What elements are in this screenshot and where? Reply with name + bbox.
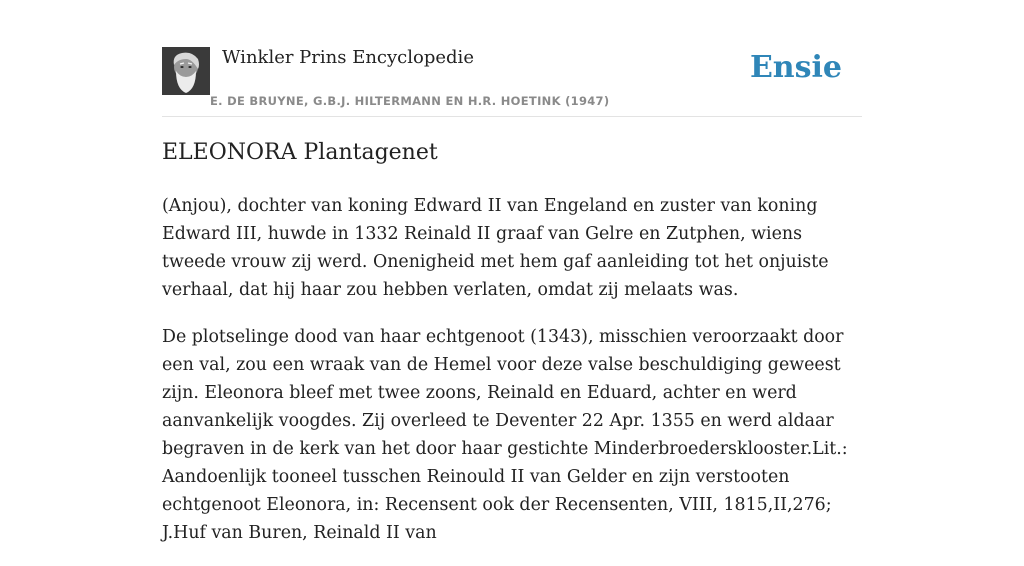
source-authors: E. DE BRUYNE, G.B.J. HILTERMANN EN H.R. HOETINK (1947) (210, 94, 610, 108)
article-paragraph: De plotselinge dood van haar echtgenoot (1343), misschien veroorzaakt door een val, zou een wraak van de Hemel voor deze valse beschuldiging geweest zijn. Eleonora bleef met twee zoons, Reinald en Eduard, achter en werd aanvankelijk voogdes. Zij overleed te Deventer 22 Apr. 1355 en werd aldaar begraven in de kerk van het door haar gestichte Minderbroedersklooster.Lit.: Aandoenlijk tooneel tusschen Reinould II van Gelder en zijn verstooten echtgenoot Eleonora, in: Recensent ook der Recensenten, VIII, 1815,II,276; J.Huf van Buren, Reinald II van (162, 327, 848, 543)
source-title[interactable]: Winkler Prins Encyclopedie (222, 47, 474, 68)
article-body (162, 192, 866, 566)
source-header (162, 46, 862, 117)
bearded-man-portrait-icon (162, 47, 210, 95)
article-title: ELEONORA Plantagenet (162, 140, 438, 165)
brand-logo[interactable]: Ensie (749, 50, 842, 85)
article-paragraph: (Anjou), dochter van koning Edward II van Engeland en zuster van koning Edward III, huwde in 1332 Reinald II graaf van Gelre en Zutphen, wiens tweede vrouw zij werd. Onenigheid met hem gaf aanleiding tot het onjuiste verhaal, dat hij haar zou hebben verlaten, omdat zij melaats was. (162, 196, 829, 300)
